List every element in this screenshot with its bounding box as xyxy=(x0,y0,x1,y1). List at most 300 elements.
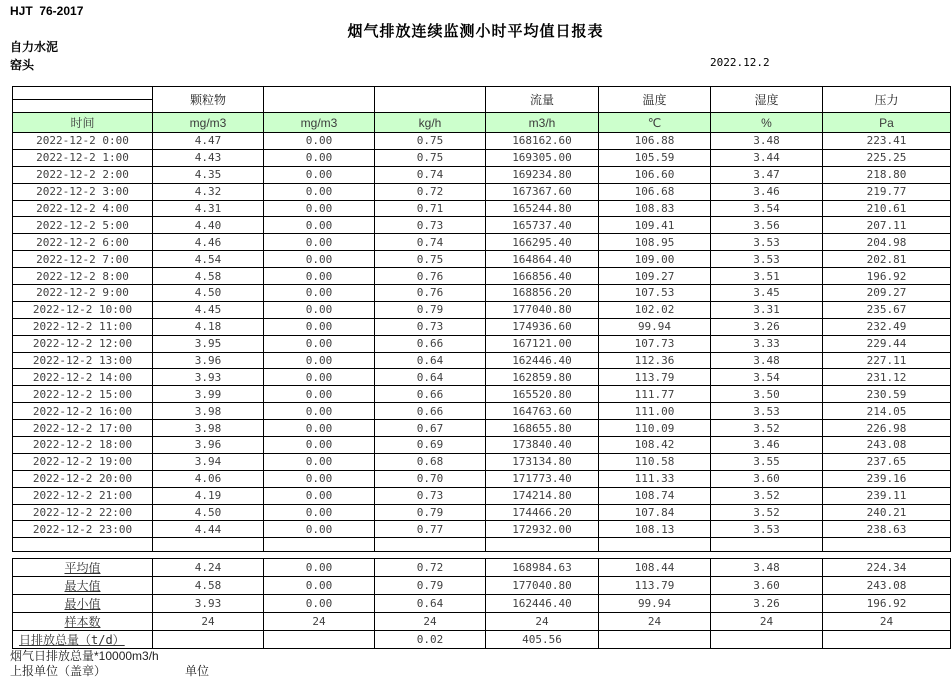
value-cell: 0.00 xyxy=(264,420,375,437)
value-cell: 173134.80 xyxy=(486,453,599,470)
value-cell: 4.47 xyxy=(153,133,264,150)
value-cell: 0.00 xyxy=(264,251,375,268)
table-row xyxy=(13,200,951,217)
summary-value-cell: 243.08 xyxy=(823,577,951,595)
value-cell: 0.00 xyxy=(264,318,375,335)
value-cell: 174936.60 xyxy=(486,318,599,335)
value-cell: 207.11 xyxy=(823,217,951,234)
value-cell: 240.21 xyxy=(823,504,951,521)
time-cell: 2022-12-2 9:00 xyxy=(13,285,153,302)
time-cell: 2022-12-2 16:00 xyxy=(13,403,153,420)
value-cell: 166295.40 xyxy=(486,234,599,251)
empty-cell xyxy=(375,538,486,552)
value-cell: 0.66 xyxy=(375,335,486,352)
value-cell: 4.18 xyxy=(153,318,264,335)
value-cell: 226.98 xyxy=(823,420,951,437)
value-cell: 0.73 xyxy=(375,487,486,504)
summary-value-cell: 0.79 xyxy=(375,577,486,595)
summary-value-cell: 0.02 xyxy=(375,631,486,649)
value-cell: 225.25 xyxy=(823,149,951,166)
value-cell: 0.76 xyxy=(375,268,486,285)
empty-cell xyxy=(711,538,823,552)
value-cell: 3.47 xyxy=(711,166,823,183)
value-cell: 106.68 xyxy=(599,183,711,200)
value-cell: 106.60 xyxy=(599,166,711,183)
value-cell: 0.00 xyxy=(264,268,375,285)
value-cell: 3.46 xyxy=(711,437,823,454)
value-cell: 165737.40 xyxy=(486,217,599,234)
table-row xyxy=(13,437,951,454)
summary-value-cell xyxy=(264,631,375,649)
time-cell: 2022-12-2 6:00 xyxy=(13,234,153,251)
units-percent: % xyxy=(711,113,823,133)
summary-value-cell: 0.64 xyxy=(375,595,486,613)
empty-cell xyxy=(486,538,599,552)
value-cell: 0.67 xyxy=(375,420,486,437)
time-cell: 2022-12-2 17:00 xyxy=(13,420,153,437)
time-cell: 2022-12-2 19:00 xyxy=(13,453,153,470)
value-cell: 0.00 xyxy=(264,453,375,470)
summary-value-cell: 24 xyxy=(153,613,264,631)
value-cell: 110.09 xyxy=(599,420,711,437)
summary-label: 最小值 xyxy=(13,595,153,613)
value-cell: 3.48 xyxy=(711,352,823,369)
value-cell: 109.00 xyxy=(599,251,711,268)
summary-label: 日排放总量（t/d） xyxy=(13,631,153,649)
value-cell: 0.00 xyxy=(264,386,375,403)
empty-cell xyxy=(599,538,711,552)
value-cell: 4.32 xyxy=(153,183,264,200)
value-cell: 4.54 xyxy=(153,251,264,268)
value-cell: 111.33 xyxy=(599,470,711,487)
summary-value-cell: 4.24 xyxy=(153,559,264,577)
value-cell: 165244.80 xyxy=(486,200,599,217)
value-cell: 0.00 xyxy=(264,301,375,318)
monitor-location: 窑头 xyxy=(10,58,35,72)
summary-value-cell: 24 xyxy=(599,613,711,631)
value-cell: 0.73 xyxy=(375,318,486,335)
value-cell: 229.44 xyxy=(823,335,951,352)
group-header-row-top xyxy=(13,87,951,100)
value-cell: 112.36 xyxy=(599,352,711,369)
value-cell: 107.84 xyxy=(599,504,711,521)
summary-value-cell xyxy=(823,631,951,649)
value-cell: 110.58 xyxy=(599,453,711,470)
value-cell: 168856.20 xyxy=(486,285,599,302)
time-cell: 2022-12-2 20:00 xyxy=(13,470,153,487)
value-cell: 3.31 xyxy=(711,301,823,318)
summary-value-cell: 24 xyxy=(486,613,599,631)
units-pa: Pa xyxy=(823,113,951,133)
summary-value-cell: 0.00 xyxy=(264,577,375,595)
value-cell: 0.00 xyxy=(264,285,375,302)
value-cell: 0.00 xyxy=(264,149,375,166)
table-row xyxy=(13,487,951,504)
value-cell: 3.95 xyxy=(153,335,264,352)
value-cell: 4.46 xyxy=(153,234,264,251)
value-cell: 0.71 xyxy=(375,200,486,217)
summary-row xyxy=(13,613,951,631)
value-cell: 4.43 xyxy=(153,149,264,166)
value-cell: 166856.40 xyxy=(486,268,599,285)
summary-row xyxy=(13,577,951,595)
table-row xyxy=(13,166,951,183)
value-cell: 3.53 xyxy=(711,234,823,251)
value-cell: 165520.80 xyxy=(486,386,599,403)
value-cell: 109.41 xyxy=(599,217,711,234)
value-cell: 4.19 xyxy=(153,487,264,504)
time-header-blank-top xyxy=(13,87,153,100)
value-cell: 3.93 xyxy=(153,369,264,386)
value-cell: 235.67 xyxy=(823,301,951,318)
value-cell: 4.31 xyxy=(153,200,264,217)
table-row xyxy=(13,369,951,386)
summary-table xyxy=(12,558,951,649)
value-cell: 169234.80 xyxy=(486,166,599,183)
value-cell: 3.53 xyxy=(711,521,823,538)
value-cell: 0.00 xyxy=(264,403,375,420)
value-cell: 171773.40 xyxy=(486,470,599,487)
time-cell: 2022-12-2 12:00 xyxy=(13,335,153,352)
value-cell: 0.00 xyxy=(264,335,375,352)
time-cell: 2022-12-2 18:00 xyxy=(13,437,153,454)
value-cell: 0.66 xyxy=(375,403,486,420)
value-cell: 243.08 xyxy=(823,437,951,454)
value-cell: 0.66 xyxy=(375,386,486,403)
value-cell: 172932.00 xyxy=(486,521,599,538)
time-cell: 2022-12-2 3:00 xyxy=(13,183,153,200)
value-cell: 108.83 xyxy=(599,200,711,217)
value-cell: 3.45 xyxy=(711,285,823,302)
summary-value-cell: 3.48 xyxy=(711,559,823,577)
standard-code: HJT 76-2017 xyxy=(10,4,84,18)
value-cell: 223.41 xyxy=(823,133,951,150)
summary-value-cell: 3.93 xyxy=(153,595,264,613)
value-cell: 4.58 xyxy=(153,268,264,285)
summary-value-cell: 177040.80 xyxy=(486,577,599,595)
value-cell: 219.77 xyxy=(823,183,951,200)
value-cell: 4.35 xyxy=(153,166,264,183)
group-header-humidity: 湿度 xyxy=(711,87,823,113)
value-cell: 0.75 xyxy=(375,133,486,150)
value-cell: 3.55 xyxy=(711,453,823,470)
value-cell: 232.49 xyxy=(823,318,951,335)
value-cell: 3.44 xyxy=(711,149,823,166)
value-cell: 227.11 xyxy=(823,352,951,369)
table-row xyxy=(13,133,951,150)
value-cell: 0.00 xyxy=(264,521,375,538)
value-cell: 0.69 xyxy=(375,437,486,454)
value-cell: 0.79 xyxy=(375,301,486,318)
value-cell: 218.80 xyxy=(823,166,951,183)
value-cell: 111.00 xyxy=(599,403,711,420)
value-cell: 108.42 xyxy=(599,437,711,454)
value-cell: 164864.40 xyxy=(486,251,599,268)
group-header-blank-1 xyxy=(264,87,375,113)
value-cell: 0.00 xyxy=(264,133,375,150)
summary-value-cell: 224.34 xyxy=(823,559,951,577)
value-cell: 204.98 xyxy=(823,234,951,251)
time-cell: 2022-12-2 23:00 xyxy=(13,521,153,538)
value-cell: 239.16 xyxy=(823,470,951,487)
value-cell: 173840.40 xyxy=(486,437,599,454)
value-cell: 3.46 xyxy=(711,183,823,200)
value-cell: 3.26 xyxy=(711,318,823,335)
group-header-blank-2 xyxy=(375,87,486,113)
value-cell: 0.74 xyxy=(375,166,486,183)
time-cell: 2022-12-2 4:00 xyxy=(13,200,153,217)
value-cell: 0.68 xyxy=(375,453,486,470)
table-row xyxy=(13,386,951,403)
value-cell: 162446.40 xyxy=(486,352,599,369)
value-cell: 107.53 xyxy=(599,285,711,302)
value-cell: 111.77 xyxy=(599,386,711,403)
time-cell: 2022-12-2 22:00 xyxy=(13,504,153,521)
group-header-pressure: 压力 xyxy=(823,87,951,113)
value-cell: 113.79 xyxy=(599,369,711,386)
value-cell: 0.76 xyxy=(375,285,486,302)
group-header-temperature: 温度 xyxy=(599,87,711,113)
value-cell: 196.92 xyxy=(823,268,951,285)
units-row xyxy=(13,113,951,133)
value-cell: 3.98 xyxy=(153,403,264,420)
summary-value-cell xyxy=(153,631,264,649)
summary-rows xyxy=(13,559,951,649)
summary-row xyxy=(13,595,951,613)
time-cell: 2022-12-2 21:00 xyxy=(13,487,153,504)
value-cell: 168655.80 xyxy=(486,420,599,437)
value-cell: 164763.60 xyxy=(486,403,599,420)
value-cell: 108.95 xyxy=(599,234,711,251)
value-cell: 4.40 xyxy=(153,217,264,234)
summary-value-cell xyxy=(599,631,711,649)
value-cell: 174466.20 xyxy=(486,504,599,521)
value-cell: 0.00 xyxy=(264,437,375,454)
value-cell: 0.00 xyxy=(264,352,375,369)
summary-value-cell: 24 xyxy=(264,613,375,631)
table-row xyxy=(13,470,951,487)
value-cell: 3.96 xyxy=(153,352,264,369)
value-cell: 105.59 xyxy=(599,149,711,166)
value-cell: 3.98 xyxy=(153,420,264,437)
value-cell: 0.64 xyxy=(375,352,486,369)
value-cell: 209.27 xyxy=(823,285,951,302)
value-cell: 238.63 xyxy=(823,521,951,538)
time-cell: 2022-12-2 11:00 xyxy=(13,318,153,335)
value-cell: 239.11 xyxy=(823,487,951,504)
value-cell: 3.60 xyxy=(711,470,823,487)
value-cell: 0.70 xyxy=(375,470,486,487)
units-pm-mgm3: mg/m3 xyxy=(153,113,264,133)
value-cell: 3.33 xyxy=(711,335,823,352)
summary-value-cell: 196.92 xyxy=(823,595,951,613)
group-header-flow: 流量 xyxy=(486,87,599,113)
value-cell: 3.52 xyxy=(711,504,823,521)
value-cell: 107.73 xyxy=(599,335,711,352)
group-header-particulate: 颗粒物 xyxy=(153,87,264,113)
value-cell: 231.12 xyxy=(823,369,951,386)
value-cell: 162859.80 xyxy=(486,369,599,386)
value-cell: 4.45 xyxy=(153,301,264,318)
summary-value-cell: 405.56 xyxy=(486,631,599,649)
empty-cell xyxy=(823,538,951,552)
value-cell: 99.94 xyxy=(599,318,711,335)
value-cell: 3.48 xyxy=(711,133,823,150)
value-cell: 3.52 xyxy=(711,420,823,437)
value-cell: 0.00 xyxy=(264,183,375,200)
value-cell: 3.52 xyxy=(711,487,823,504)
value-cell: 210.61 xyxy=(823,200,951,217)
table-row xyxy=(13,149,951,166)
company-name: 自力水泥 xyxy=(10,40,59,54)
summary-value-cell: 24 xyxy=(823,613,951,631)
report-table-area xyxy=(12,86,950,649)
time-cell: 2022-12-2 1:00 xyxy=(13,149,153,166)
value-cell: 169305.00 xyxy=(486,149,599,166)
value-cell: 0.00 xyxy=(264,470,375,487)
value-cell: 0.74 xyxy=(375,234,486,251)
value-cell: 168162.60 xyxy=(486,133,599,150)
summary-value-cell: 0.72 xyxy=(375,559,486,577)
value-cell: 0.00 xyxy=(264,234,375,251)
value-cell: 3.53 xyxy=(711,251,823,268)
value-cell: 214.05 xyxy=(823,403,951,420)
value-cell: 0.00 xyxy=(264,200,375,217)
value-cell: 3.53 xyxy=(711,403,823,420)
value-cell: 3.99 xyxy=(153,386,264,403)
summary-value-cell: 0.00 xyxy=(264,559,375,577)
value-cell: 3.94 xyxy=(153,453,264,470)
summary-value-cell: 99.94 xyxy=(599,595,711,613)
hourly-rows xyxy=(13,133,951,538)
time-cell: 2022-12-2 14:00 xyxy=(13,369,153,386)
table-row xyxy=(13,352,951,369)
table-row xyxy=(13,301,951,318)
value-cell: 3.51 xyxy=(711,268,823,285)
value-cell: 3.54 xyxy=(711,369,823,386)
summary-value-cell: 162446.40 xyxy=(486,595,599,613)
value-cell: 108.13 xyxy=(599,521,711,538)
table-row xyxy=(13,318,951,335)
summary-label: 样本数 xyxy=(13,613,153,631)
summary-value-cell: 3.26 xyxy=(711,595,823,613)
value-cell: 0.75 xyxy=(375,251,486,268)
value-cell: 0.00 xyxy=(264,217,375,234)
summary-value-cell xyxy=(711,631,823,649)
table-row xyxy=(13,234,951,251)
time-cell: 2022-12-2 2:00 xyxy=(13,166,153,183)
time-cell: 2022-12-2 7:00 xyxy=(13,251,153,268)
value-cell: 102.02 xyxy=(599,301,711,318)
reporting-unit-label: 上报单位（盖章） xyxy=(10,664,107,678)
time-cell: 2022-12-2 15:00 xyxy=(13,386,153,403)
summary-value-cell: 24 xyxy=(375,613,486,631)
value-cell: 177040.80 xyxy=(486,301,599,318)
table-row xyxy=(13,217,951,234)
table-row xyxy=(13,285,951,302)
table-row xyxy=(13,453,951,470)
summary-value-cell: 4.58 xyxy=(153,577,264,595)
value-cell: 202.81 xyxy=(823,251,951,268)
value-cell: 167121.00 xyxy=(486,335,599,352)
table-row xyxy=(13,521,951,538)
time-cell: 2022-12-2 5:00 xyxy=(13,217,153,234)
value-cell: 0.00 xyxy=(264,504,375,521)
units-celsius: ℃ xyxy=(599,113,711,133)
summary-value-cell: 108.44 xyxy=(599,559,711,577)
value-cell: 0.00 xyxy=(264,166,375,183)
summary-row xyxy=(13,559,951,577)
unit-label: 单位 xyxy=(185,664,210,678)
value-cell: 0.79 xyxy=(375,504,486,521)
value-cell: 106.88 xyxy=(599,133,711,150)
summary-label: 平均值 xyxy=(13,559,153,577)
table-row xyxy=(13,268,951,285)
value-cell: 3.56 xyxy=(711,217,823,234)
value-cell: 230.59 xyxy=(823,386,951,403)
value-cell: 4.50 xyxy=(153,285,264,302)
value-cell: 174214.80 xyxy=(486,487,599,504)
value-cell: 0.00 xyxy=(264,487,375,504)
page-title: 烟气排放连续监测小时平均值日报表 xyxy=(347,23,604,40)
value-cell: 109.27 xyxy=(599,268,711,285)
summary-value-cell: 0.00 xyxy=(264,595,375,613)
units-kgh: kg/h xyxy=(375,113,486,133)
value-cell: 0.64 xyxy=(375,369,486,386)
value-cell: 0.00 xyxy=(264,369,375,386)
table-row xyxy=(13,251,951,268)
time-cell: 2022-12-2 0:00 xyxy=(13,133,153,150)
empty-cell xyxy=(13,538,153,552)
table-row xyxy=(13,183,951,200)
value-cell: 3.96 xyxy=(153,437,264,454)
table-row xyxy=(13,504,951,521)
time-cell: 2022-12-2 10:00 xyxy=(13,301,153,318)
time-cell: 2022-12-2 8:00 xyxy=(13,268,153,285)
table-row xyxy=(13,403,951,420)
value-cell: 0.75 xyxy=(375,149,486,166)
units-m3h: m3/h xyxy=(486,113,599,133)
units-mgm3: mg/m3 xyxy=(264,113,375,133)
daily-total-note: 烟气日排放总量*10000m3/h xyxy=(10,649,159,663)
value-cell: 4.44 xyxy=(153,521,264,538)
time-header-blank-bottom xyxy=(13,100,153,113)
summary-value-cell: 113.79 xyxy=(599,577,711,595)
summary-label: 最大值 xyxy=(13,577,153,595)
value-cell: 237.65 xyxy=(823,453,951,470)
empty-cell xyxy=(153,538,264,552)
empty-row xyxy=(13,538,951,552)
empty-cell xyxy=(264,538,375,552)
value-cell: 3.50 xyxy=(711,386,823,403)
report-date: 2022.12.2 xyxy=(710,56,770,69)
table-row xyxy=(13,420,951,437)
summary-value-cell: 3.60 xyxy=(711,577,823,595)
value-cell: 0.73 xyxy=(375,217,486,234)
units-time: 时间 xyxy=(13,113,153,133)
value-cell: 0.77 xyxy=(375,521,486,538)
value-cell: 4.06 xyxy=(153,470,264,487)
hourly-table xyxy=(12,86,951,552)
value-cell: 4.50 xyxy=(153,504,264,521)
table-row xyxy=(13,335,951,352)
summary-value-cell: 168984.63 xyxy=(486,559,599,577)
time-cell: 2022-12-2 13:00 xyxy=(13,352,153,369)
value-cell: 0.72 xyxy=(375,183,486,200)
value-cell: 167367.60 xyxy=(486,183,599,200)
value-cell: 108.74 xyxy=(599,487,711,504)
value-cell: 3.54 xyxy=(711,200,823,217)
